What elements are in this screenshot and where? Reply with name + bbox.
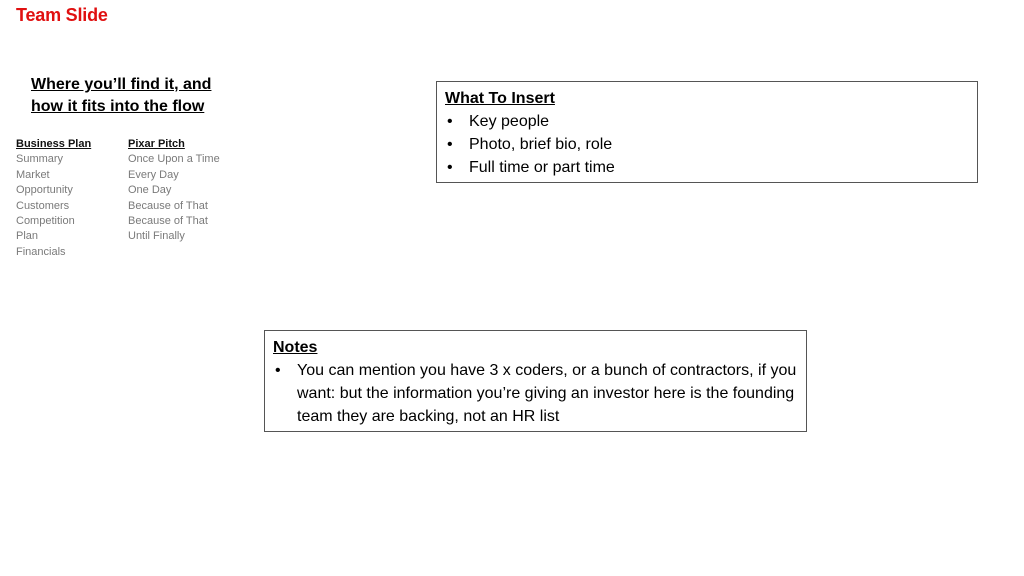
notes-heading: Notes [273,339,318,356]
business-plan-item: Plan [16,230,39,243]
pixar-pitch-item: Because of That [128,215,208,228]
notes-list [273,359,798,428]
list-item-text: Full time or part time [469,159,615,176]
pixar-pitch-item: Every Day [128,168,179,181]
what-to-insert-heading: What To Insert [445,90,555,107]
list-item [445,133,969,156]
bullet-icon: • [447,136,453,153]
list-item [445,110,969,133]
business-plan-item: Summary [16,153,64,166]
bullet-icon: • [447,159,453,176]
business-plan-item: Opportunity [16,184,73,197]
business-plan-item: Market [16,168,50,181]
what-to-insert-box [436,81,978,183]
bullet-icon: • [447,113,453,130]
where-heading-line-1: Where you’ll find it, and [31,76,212,93]
business-plan-item: Financials [16,245,66,258]
bullet-icon: • [275,362,281,379]
pixar-pitch-item: Because of That [128,199,208,212]
pixar-pitch-item: Once Upon a Time [128,153,220,166]
pixar-pitch-column [128,137,220,245]
business-plan-heading: Business Plan [16,138,92,150]
pixar-pitch-item: Until Finally [128,230,185,243]
list-item-text: You can mention you have 3 x coders, or a bunch of contractors, if you want: but the information you’re giving an investor here is the founding team they are backing, not an HR list [297,362,797,425]
where-heading [31,74,211,118]
slide-title: Team Slide [16,5,108,25]
list-item [445,156,969,179]
business-plan-item: Customers [16,199,70,212]
pixar-pitch-heading: Pixar Pitch [128,138,185,150]
what-to-insert-list [445,110,969,179]
business-plan-column [16,137,91,260]
business-plan-item: Competition [16,215,75,228]
pixar-pitch-item: One Day [128,184,172,197]
where-heading-line-2: how it fits into the flow [31,98,205,115]
list-item [273,359,798,428]
notes-box [264,330,807,432]
list-item-text: Key people [469,113,550,130]
list-item-text: Photo, brief bio, role [469,136,613,153]
